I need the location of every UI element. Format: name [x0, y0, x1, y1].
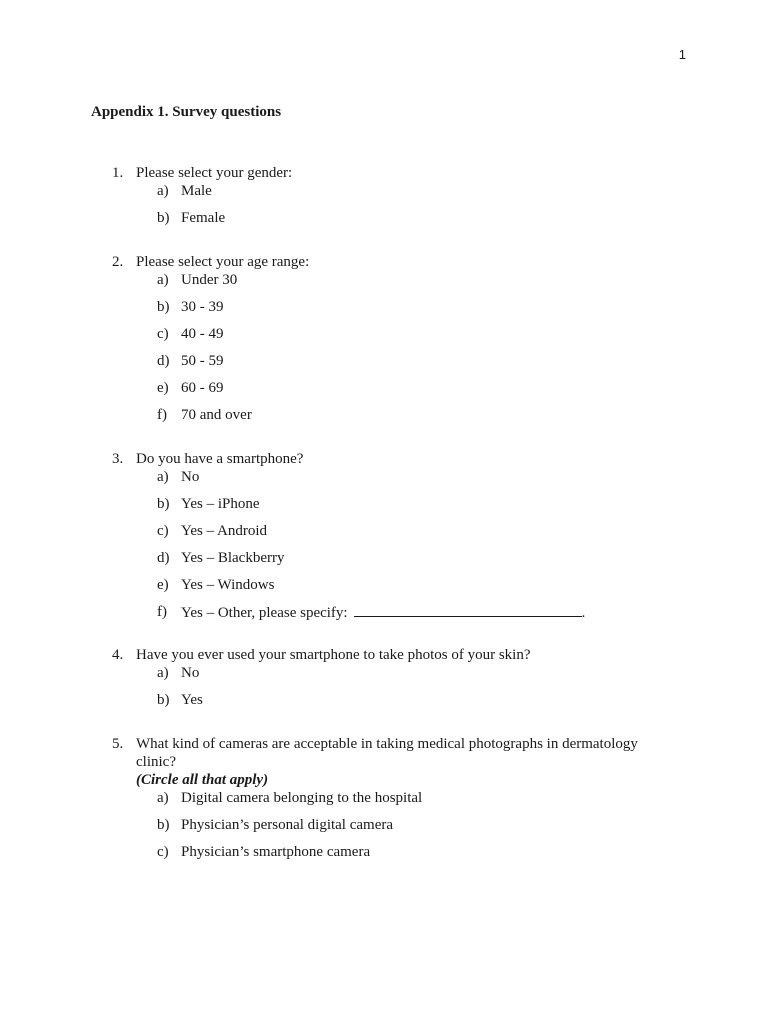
option-letter: b) [157, 496, 170, 512]
option-text: Male [181, 183, 212, 199]
question-1 [112, 164, 672, 236]
option-text: Yes – Windows [181, 577, 275, 593]
question-text: Do you have a smartphone? [136, 451, 304, 467]
question-5-prompt-continued [112, 753, 672, 771]
option-personal-camera [157, 816, 672, 843]
question-3 [112, 450, 672, 630]
question-4 [112, 646, 672, 718]
option-hospital-camera [157, 789, 672, 816]
option-letter: f) [157, 407, 167, 423]
question-2-prompt [112, 253, 672, 271]
option-letter: d) [157, 353, 170, 369]
question-2-options [112, 271, 672, 433]
option-text: 30 - 39 [181, 299, 224, 315]
option-text: 60 - 69 [181, 380, 224, 396]
option-no [157, 468, 672, 495]
option-letter: c) [157, 844, 169, 860]
option-letter: b) [157, 299, 170, 315]
question-5-prompt [112, 735, 672, 753]
question-number: 4. [112, 647, 124, 663]
question-5-options [112, 789, 672, 870]
question-4-prompt [112, 646, 672, 664]
option-text: Physician’s personal digital camera [181, 817, 394, 833]
question-1-options [112, 182, 672, 236]
question-text: Please select your gender: [136, 165, 293, 181]
option-text: Physician’s smartphone camera [181, 844, 371, 860]
question-text-line-1: What kind of cameras are acceptable in taking medical photographs in dermatology [136, 736, 638, 752]
option-text: 70 and over [181, 407, 252, 423]
option-text: Under 30 [181, 272, 238, 288]
option-letter: a) [157, 665, 169, 681]
option-text: Yes – Other, please specify: [181, 605, 348, 621]
option-text: Yes – Blackberry [181, 550, 285, 566]
option-letter: b) [157, 210, 170, 226]
option-letter: b) [157, 817, 170, 833]
option-30-39 [157, 298, 672, 325]
option-no [157, 664, 672, 691]
option-male [157, 182, 672, 209]
question-number: 5. [112, 736, 124, 752]
option-60-69 [157, 379, 672, 406]
option-40-49 [157, 325, 672, 352]
option-letter: e) [157, 577, 169, 593]
option-letter: e) [157, 380, 169, 396]
question-number: 2. [112, 254, 124, 270]
question-text: Have you ever used your smartphone to take photos of your skin? [136, 647, 531, 663]
option-letter: c) [157, 523, 169, 539]
option-text: Yes – Android [181, 523, 267, 539]
option-70-and-over [157, 406, 672, 433]
option-iphone [157, 495, 672, 522]
question-5-instruction: (Circle all that apply) [136, 772, 269, 788]
option-letter: d) [157, 550, 170, 566]
page-number: 1 [678, 47, 686, 62]
question-number: 1. [112, 165, 124, 181]
specify-blank-line[interactable] [354, 603, 582, 617]
option-text: 40 - 49 [181, 326, 224, 342]
option-letter: a) [157, 272, 169, 288]
option-blackberry [157, 549, 672, 576]
option-yes [157, 691, 672, 718]
option-text: Yes – iPhone [181, 496, 260, 512]
question-4-options [112, 664, 672, 718]
option-letter: c) [157, 326, 169, 342]
option-text: 50 - 59 [181, 353, 224, 369]
question-2 [112, 253, 672, 433]
option-text: Yes [181, 692, 203, 708]
option-letter: b) [157, 692, 170, 708]
question-5 [112, 735, 672, 870]
option-smartphone-camera [157, 843, 672, 870]
question-3-prompt [112, 450, 672, 468]
option-letter: a) [157, 469, 169, 485]
question-1-prompt [112, 164, 672, 182]
option-50-59 [157, 352, 672, 379]
option-text: No [181, 665, 200, 681]
option-text: Digital camera belonging to the hospital [181, 790, 423, 806]
option-windows [157, 576, 672, 603]
trailing-period: . [581, 605, 586, 621]
option-android [157, 522, 672, 549]
option-text: No [181, 469, 200, 485]
option-letter: f) [157, 604, 167, 620]
question-3-options [112, 468, 672, 630]
option-text: Female [181, 210, 226, 226]
option-other [157, 603, 672, 630]
question-number: 3. [112, 451, 124, 467]
option-under-30 [157, 271, 672, 298]
option-letter: a) [157, 183, 169, 199]
question-text: Please select your age range: [136, 254, 310, 270]
option-letter: a) [157, 790, 169, 806]
question-text-line-2: clinic? [136, 754, 176, 770]
page-heading: Appendix 1. Survey questions [91, 104, 282, 120]
option-female [157, 209, 672, 236]
